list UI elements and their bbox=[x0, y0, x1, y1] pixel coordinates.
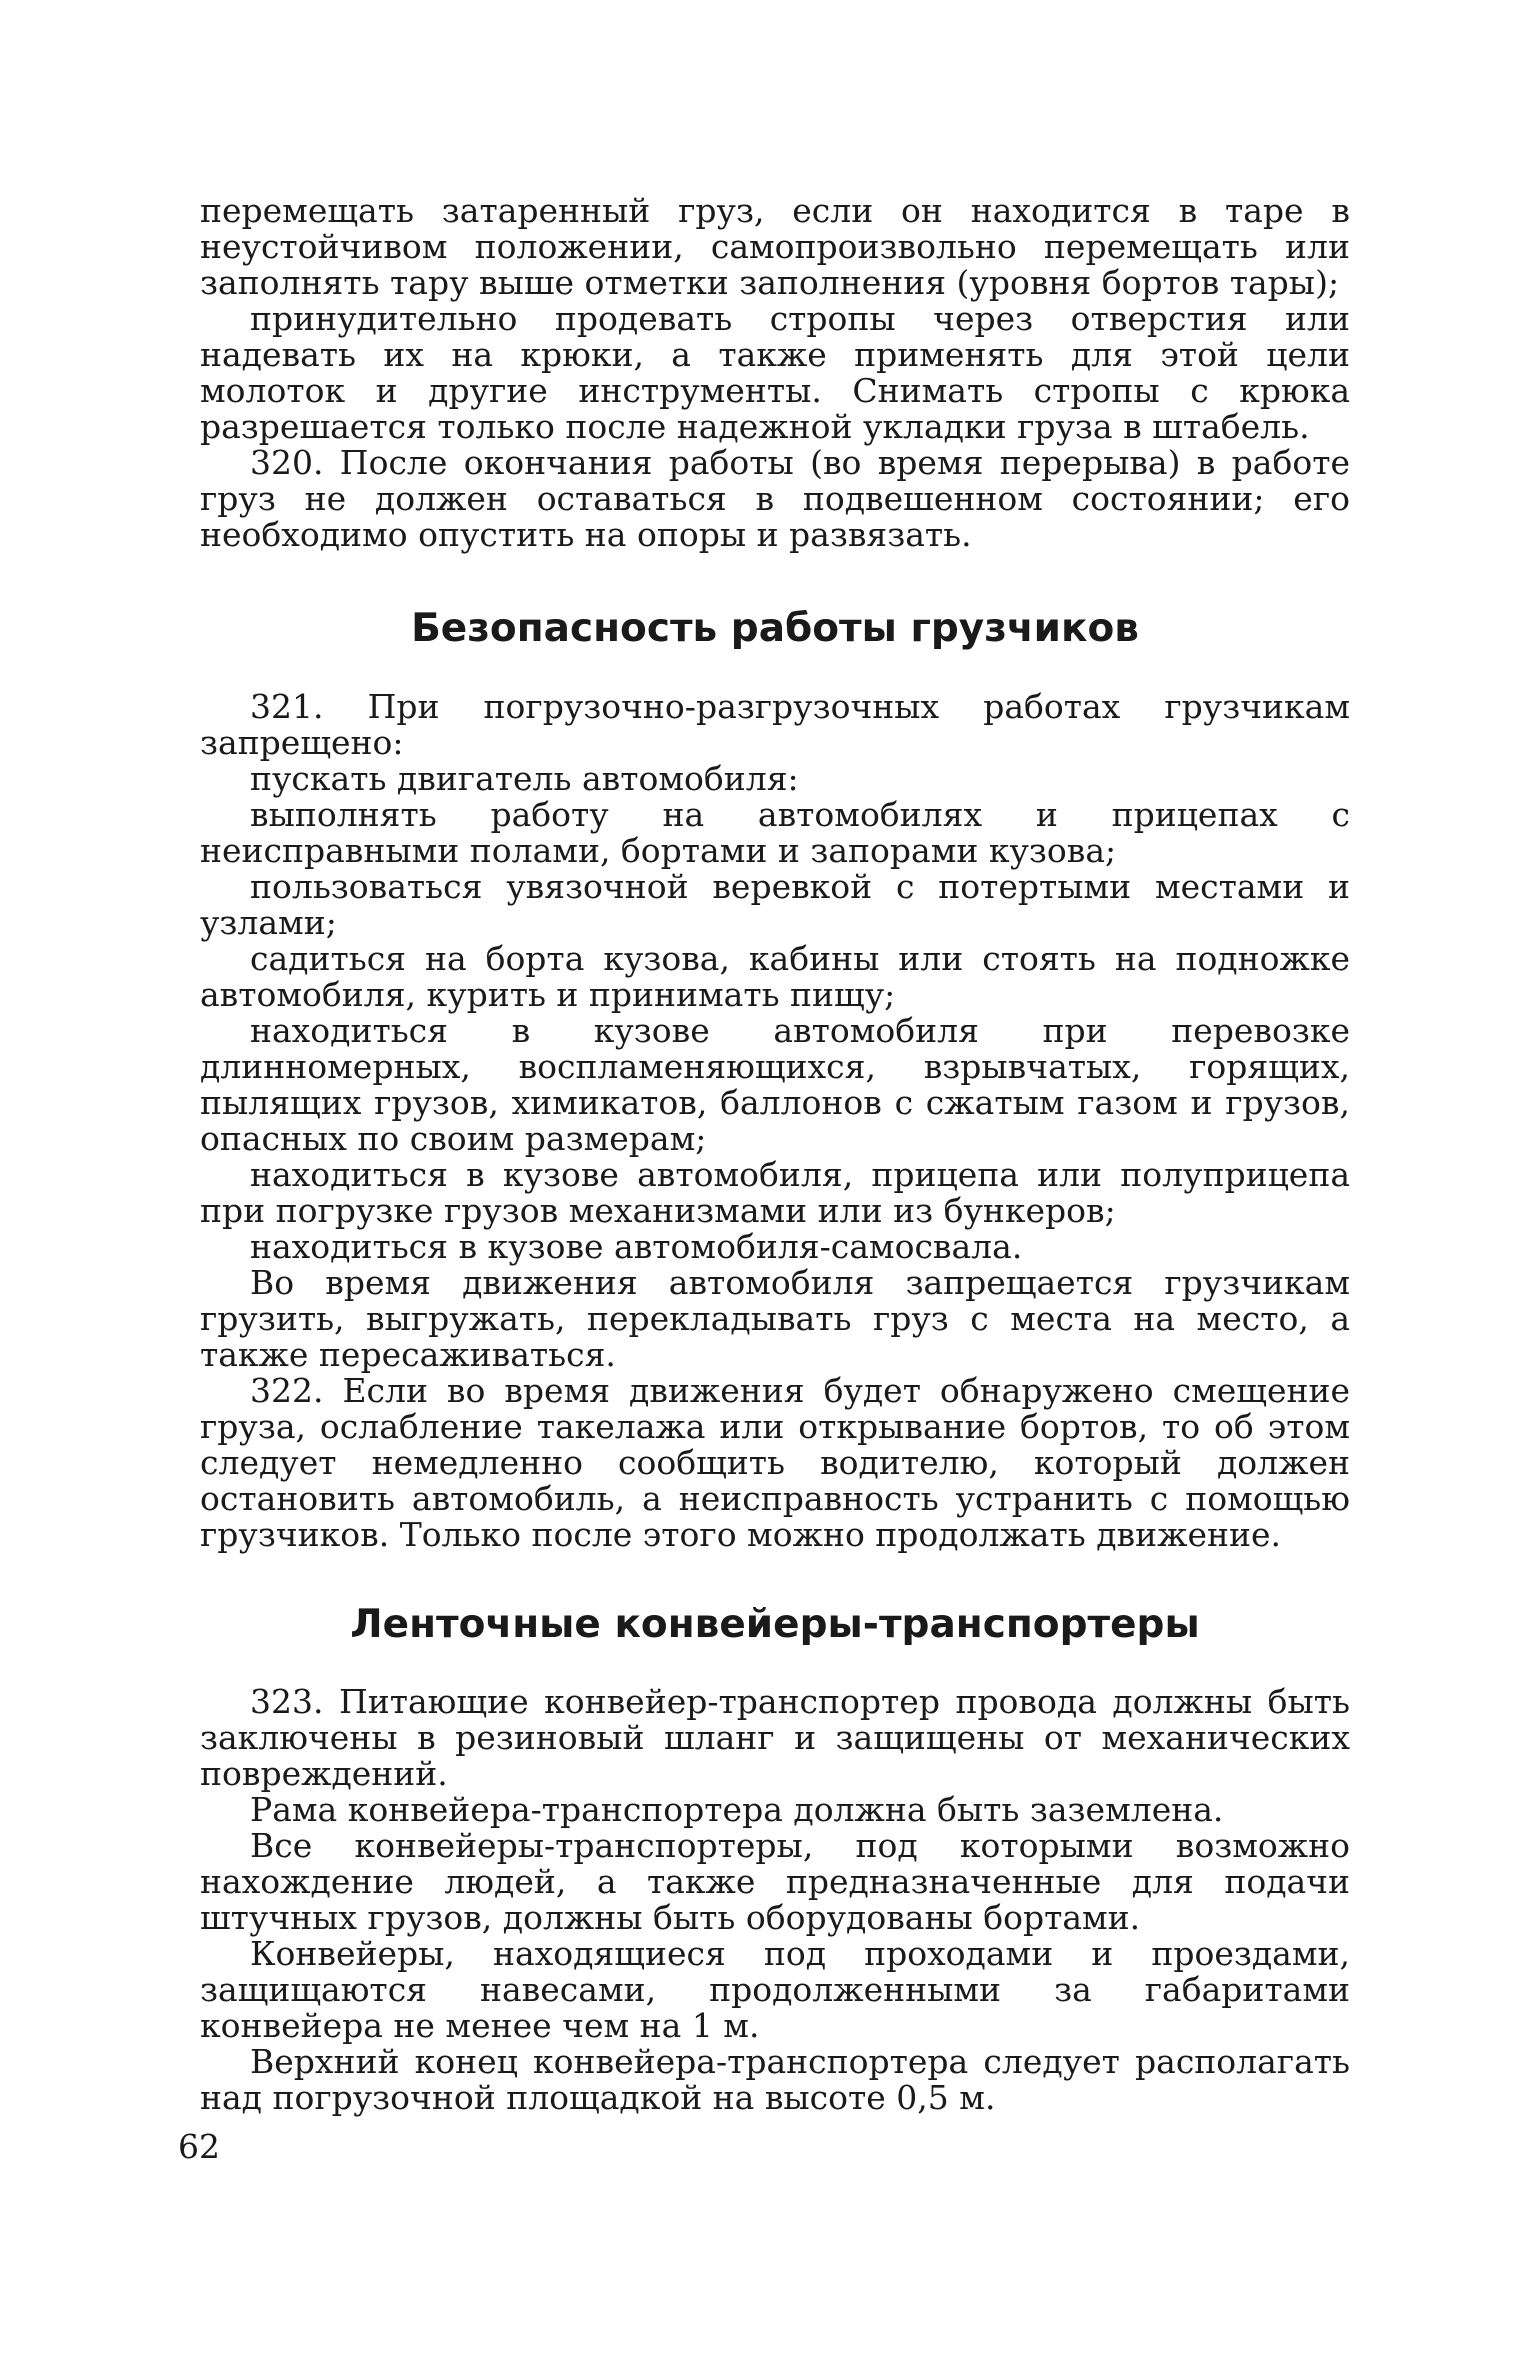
section-2-body bbox=[200, 1684, 1350, 2116]
paragraph: Рама конвейера-транспортера должна быть заземлена. bbox=[250, 1790, 1224, 1829]
paragraph: находиться в кузове автомобиля при перевозке длинномерных, воспламеняющихся, взрывчатых, горящих, пылящих грузов, химикатов, баллонов с сжатым газом и грузов, опасных по своим размерам; bbox=[200, 1011, 1350, 1158]
paragraph: пользоваться увязочной веревкой с потертыми местами и узлами; bbox=[200, 867, 1350, 942]
paragraph: Все конвейеры-транспортеры, под которыми возможно нахождение людей, а также предназначенные для подачи штучных грузов, должны быть оборудованы бортами. bbox=[200, 1826, 1350, 1937]
paragraph: выполнять работу на автомобилях и прицепах с неисправными полами, бортами и запорами кузова; bbox=[200, 795, 1350, 870]
top-text-block bbox=[200, 193, 1350, 553]
paragraph: 320. После окончания работы (во время перерыва) в работе груз не должен оставаться в подвешенном состоянии; его необходимо опустить на опоры и развязать. bbox=[200, 443, 1350, 554]
paragraph: 321. При погрузочно-разгрузочных работах грузчикам запрещено: bbox=[200, 687, 1350, 762]
paragraph: садиться на борта кузова, кабины или стоять на подножке автомобиля, курить и принимать пищу; bbox=[200, 939, 1350, 1014]
paragraph: находиться в кузове автомобиля-самосвала. bbox=[250, 1227, 1023, 1266]
page-number: 62 bbox=[178, 2127, 220, 2166]
paragraph: находиться в кузове автомобиля, прицепа или полуприцепа при погрузке грузов механизмами или из бункеров; bbox=[200, 1155, 1350, 1230]
paragraph: Во время движения автомобиля запрещается грузчикам грузить, выгружать, перекладывать груз с места на место, а также пересаживаться. bbox=[200, 1263, 1350, 1374]
paragraph: Конвейеры, находящиеся под проходами и проездами, защищаются навесами, продолженными за габаритами конвейера не менее чем на 1 м. bbox=[200, 1934, 1350, 2045]
paragraph: 322. Если во время движения будет обнаружено смещение груза, ослабление такелажа или открывание бортов, то об этом следует немедленно сообщить водителю, который должен остановить автомобиль, а неисправность устранить с помощью грузчиков. Только после этого можно продолжать движение. bbox=[200, 1371, 1350, 1554]
paragraph: Верхний конец конвейера-транспортера следует располагать над погрузочной площадкой на высоте 0,5 м. bbox=[200, 2042, 1350, 2117]
paragraph: принудительно продевать стропы через отверстия или надевать их на крюки, а также применять для этой цели молоток и другие инструменты. Снимать стропы с крюка разрешается только после надежной укладки груза в штабель. bbox=[200, 299, 1350, 446]
section-1-body bbox=[200, 689, 1350, 1553]
paragraph: 323. Питающие конвейер-транспортер провода должны быть заключены в резиновый шланг и защищены от механических повреждений. bbox=[200, 1682, 1350, 1793]
section-heading-loaders-safety: Безопасность работы грузчиков bbox=[411, 606, 1139, 651]
section-heading-belt-conveyors: Ленточные конвейеры-транспортеры bbox=[350, 1602, 1200, 1647]
paragraph: пускать двигатель автомобиля: bbox=[250, 759, 799, 798]
paragraph: перемещать затаренный груз, если он находится в таре в неустойчивом положении, самопроизвольно перемещать или заполнять тару выше отметки заполнения (уровня бортов тары); bbox=[200, 191, 1350, 302]
